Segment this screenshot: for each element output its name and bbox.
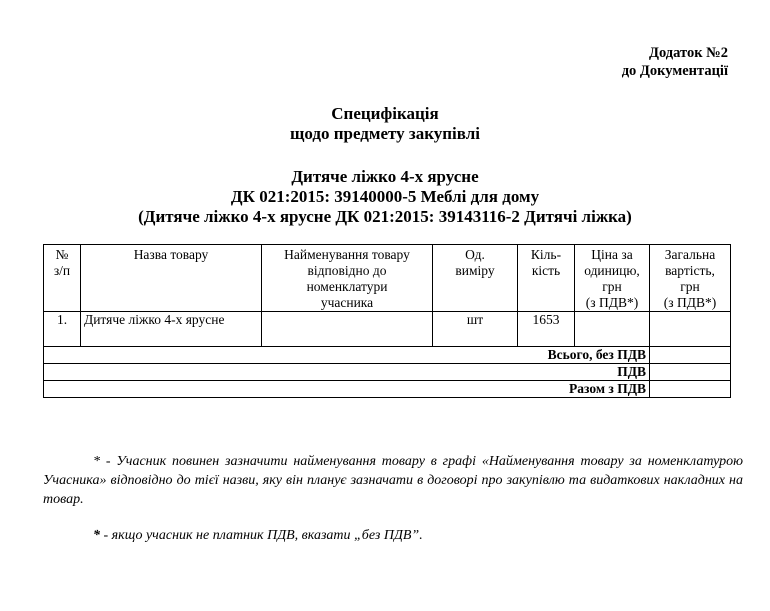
summary-row-vat: [44, 364, 731, 381]
summary-row-total: [44, 381, 731, 398]
cell-nomenclature: [262, 312, 433, 347]
footnote-nomenclature: * - Учасник повинен зазначити найменування товару в графі «Найменування товару за номенклатурою Учасника» відповідно до тієї назви, яку він планує зазначати в договорі про закупівлю та видаткових накладних на товар.: [43, 454, 743, 507]
summary-value-total: [650, 381, 731, 398]
header-nomenclature: Найменування товару відповідно до номенклатури учасника: [262, 245, 433, 312]
table-header-row: [44, 245, 731, 312]
appendix-reference: до Документації: [621, 63, 728, 79]
cell-unit: шт: [433, 312, 518, 347]
cell-num: 1.: [44, 312, 81, 347]
appendix-header: [622, 44, 728, 80]
header-total: Загальна вартість, грн (з ПДВ*): [650, 245, 731, 312]
subject-item-name: Дитяче ліжко 4-х ярусне: [291, 167, 479, 186]
procurement-subject: [0, 167, 770, 227]
table-row: [44, 312, 731, 347]
summary-row-without-vat: [44, 347, 731, 364]
summary-label-total: Разом з ПДВ: [44, 381, 650, 398]
summary-label-without-vat: Всього, без ПДВ: [44, 347, 650, 364]
cell-price: [575, 312, 650, 347]
subject-cpv-code: ДК 021:2015: 39140000-5 Меблі для дому: [230, 187, 540, 206]
appendix-number: Додаток №2: [649, 45, 728, 61]
specification-table: [43, 244, 731, 398]
header-price: Ціна за одиницю, грн (з ПДВ*): [575, 245, 650, 312]
document-title: [0, 104, 770, 144]
footnote-vat-marker: *: [93, 528, 100, 543]
title-subject: щодо предмету закупівлі: [289, 124, 480, 143]
summary-label-vat: ПДВ: [44, 364, 650, 381]
footnote-vat: [43, 526, 743, 545]
footnote-vat-text: - якщо учасник не платник ПДВ, вказати „без ПДВ”.: [100, 528, 423, 543]
cell-total: [650, 312, 731, 347]
title-specification: Специфікація: [331, 104, 439, 123]
cell-name: Дитяче ліжко 4-х ярусне: [81, 312, 262, 347]
summary-value-without-vat: [650, 347, 731, 364]
subject-cpv-detail: (Дитяче ліжко 4-х ярусне ДК 021:2015: 39143116-2 Дитячі ліжка): [138, 207, 632, 226]
cell-qty: 1653: [518, 312, 575, 347]
summary-value-vat: [650, 364, 731, 381]
header-unit: Од. виміру: [433, 245, 518, 312]
header-name: Назва товару: [81, 245, 262, 312]
header-num: № з/п: [44, 245, 81, 312]
header-qty: Кіль- кість: [518, 245, 575, 312]
